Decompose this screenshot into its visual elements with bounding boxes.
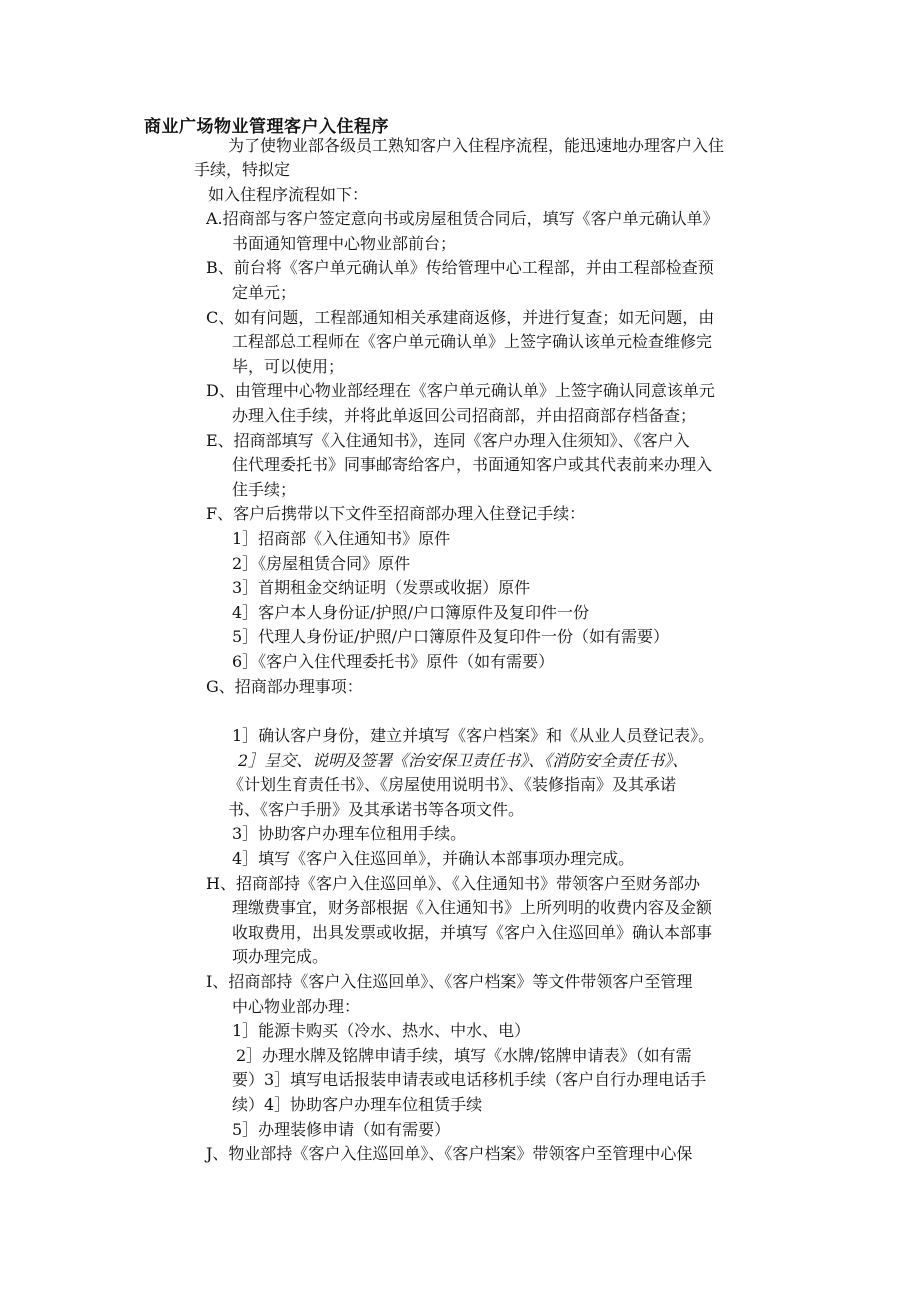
- step-f-item: 5］代理人身份证/护照/户口簿原件及复印件一份（如有需要）: [232, 627, 669, 646]
- step-e-cont: 住手续；: [232, 480, 297, 499]
- step-g: G、招商部办理事项：: [206, 677, 363, 696]
- step-i-cont: 中心物业部办理：: [232, 997, 361, 1016]
- step-f-item: 3］首期租金交纳证明（发票或收据）原件: [232, 578, 531, 597]
- step-e-cont: 住代理委托书》同事邮寄给客户，书面通知客户或其代表前来办理入: [232, 455, 713, 474]
- step-g-item: 1］确认客户身份，建立并填写《客户档案》和《从业人员登记表》。: [232, 726, 715, 745]
- step-d: D、由管理中心物业部经理在《客户单元确认单》上签字确认同意该单元: [206, 381, 715, 400]
- step-i-item: 续）4］协助客户办理车位租赁手续: [232, 1095, 483, 1114]
- step-h-cont: 收取费用，出具发票或收据，并填写《客户入住巡回单》确认本部事: [232, 923, 713, 942]
- step-f-item: 1］招商部《入住通知书》原件: [232, 529, 451, 548]
- step-f: F、客户后携带以下文件至招商部办理入住登记手续：: [206, 504, 586, 523]
- step-c-cont: 毕，可以使用；: [232, 357, 345, 376]
- step-b-cont: 定单元；: [232, 283, 297, 302]
- intro-line: 如入住程序流程如下：: [208, 185, 369, 204]
- step-g-item: 2］呈交、说明及签署《治安保卫责任书》、《消防安全责任书》、: [238, 751, 689, 770]
- step-e: E、招商部填写《入住通知书》，连同《客户办理入住须知》、《客户入: [206, 431, 690, 450]
- intro-line: 为了使物业部各级员工熟知客户入住程序流程，能迅速地办理客户入住: [228, 136, 725, 155]
- step-g-item: 4］填写《客户入住巡回单》，并确认本部事项办理完成。: [232, 849, 635, 868]
- step-b: B、前台将《客户单元确认单》传给管理中心工程部，并由工程部检查预: [206, 258, 714, 277]
- step-h: H、招商部持《客户入住巡回单》、《入住通知书》带领客户至财务部办: [206, 874, 700, 893]
- step-i-item: 5］办理装修申请（如有需要）: [232, 1120, 451, 1139]
- step-j: J、物业部持《客户入住巡回单》、《客户档案》带领客户至管理中心保: [206, 1144, 693, 1163]
- document-title: 商业广场物业管理客户入住程序: [144, 117, 389, 137]
- step-f-item: 6］《客户入住代理委托书》原件（如有需要）: [232, 652, 555, 671]
- step-a-cont: 书面通知管理中心物业部前台；: [232, 234, 457, 253]
- step-i-item: 2］办理水牌及铭牌申请手续，填写《水牌/铭牌申请表》（如有需: [236, 1046, 692, 1065]
- step-i: I、招商部持《客户入住巡回单》、《客户档案》等文件带领客户至管理: [206, 972, 693, 991]
- step-f-item: 2］《房屋租赁合同》原件: [232, 554, 411, 573]
- step-i-item: 要）3］填写电话报装申请表或电话移机手续（客户自行办理电话手: [232, 1070, 707, 1089]
- step-g-item: 3］协助客户办理车位租用手续。: [232, 824, 467, 843]
- step-g-item-cont: 书、《客户手册》及其承诺书等各项文件。: [228, 800, 525, 819]
- step-f-item: 4］客户本人身份证/护照/户口簿原件及复印件一份: [232, 603, 589, 622]
- step-h-cont: 项办理完成。: [232, 947, 329, 966]
- step-c-cont: 工程部总工程师在《客户单元确认单》上签字确认该单元检查维修完: [232, 332, 713, 351]
- intro-line: 手续，特拟定: [194, 160, 291, 179]
- step-h-cont: 理缴费事宜，财务部根据《入住通知书》上所列明的收费内容及金额: [232, 898, 713, 917]
- step-d-cont: 办理入住手续，并将此单返回公司招商部，并由招商部存档备查；: [232, 406, 697, 425]
- step-i-item: 1］能源卡购买（冷水、热水、中水、电）: [232, 1021, 531, 1040]
- step-g-item-cont: 《计划生育责任书》、《房屋使用说明书》、《装修指南》及其承诺: [228, 775, 677, 794]
- step-c: C、如有问题，工程部通知相关承建商返修，并进行复查；如无问题，由: [206, 308, 715, 327]
- step-a: A.招商部与客户签定意向书或房屋租赁合同后，填写《客户单元确认单》: [206, 209, 719, 228]
